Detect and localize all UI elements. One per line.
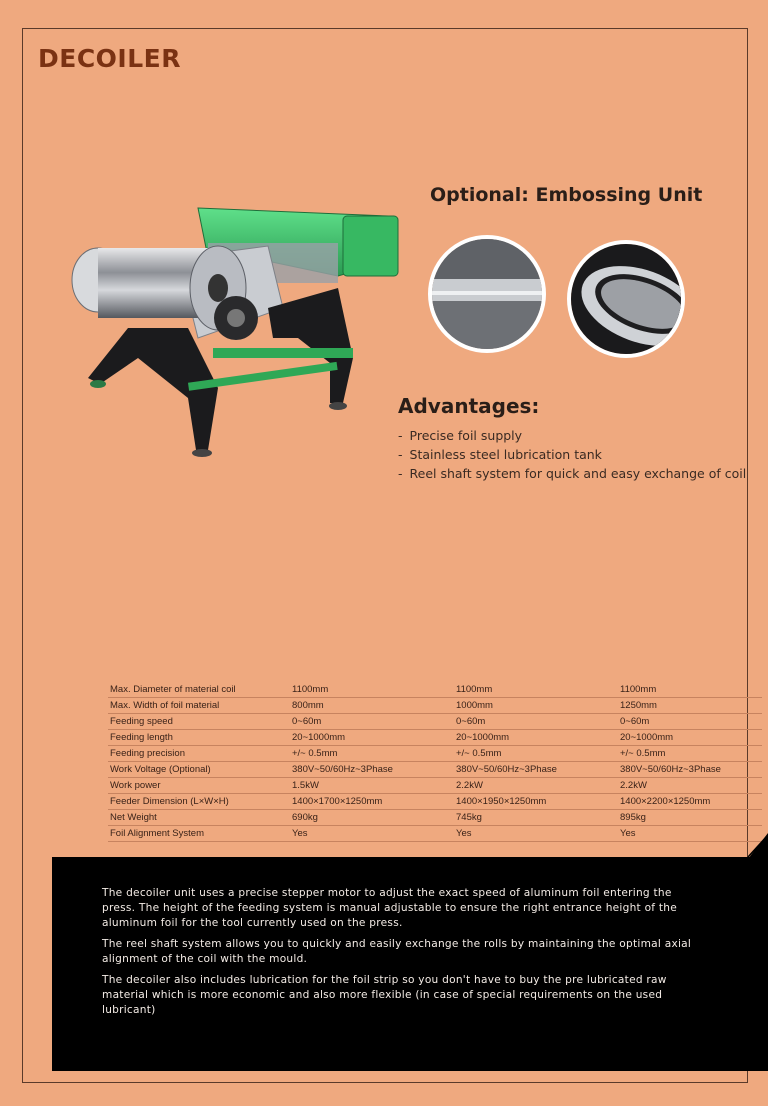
list-item: - Reel shaft system for quick and easy exchange of coil — [398, 466, 747, 481]
page-title: DECOILER — [38, 44, 181, 73]
description-paragraph: The decoiler also includes lubrication for the foil strip so you don't have to buy the pre lubricated raw material which is more economic and also more flexible (in case of special requirements on the used lubricant) — [102, 974, 667, 1016]
description-paragraph: The decoiler unit uses a precise stepper motor to adjust the exact speed of aluminum foil entering the press. The height of the feeding system is manual adjustable to ensure the right entrance height of the aluminum foil for the tool currently used on the press. — [102, 887, 678, 929]
description-text — [102, 886, 702, 1024]
embossed-tray-image — [567, 240, 685, 358]
table-row: Feeding speed 0~60m 0~60m 0~60m — [108, 714, 762, 730]
table-row: Max. Width of foil material 800mm 1000mm 1250mm — [108, 698, 762, 714]
table-row: Feeder Dimension (L×W×H) 1400×1700×1250mm 1400×1950×1250mm 1400×2200×1250mm — [108, 794, 762, 810]
table-row: Max. Diameter of material coil 1100mm 1100mm 1100mm — [108, 682, 762, 698]
advantages-title: Advantages: — [398, 394, 540, 418]
table-row: Net Weight 690kg 745kg 895kg — [108, 810, 762, 826]
corner-accent — [742, 833, 768, 859]
specs-table — [108, 682, 762, 842]
table-row: Feeding precision +/~ 0.5mm +/~ 0.5mm +/~ 0.5mm — [108, 746, 762, 762]
description-paragraph: The reel shaft system allows you to quickly and easily exchange the rolls by maintaining the optimal axial alignment of the coil with the mould. — [102, 938, 692, 965]
advantages-list — [398, 426, 746, 483]
table-row: Work Voltage (Optional) 380V~50/60Hz~3Phase 380V~50/60Hz~3Phase 380V~50/60Hz~3Phase — [108, 762, 762, 778]
table-row: Work power 1.5kW 2.2kW 2.2kW — [108, 778, 762, 794]
table-row: Feeding length 20~1000mm 20~1000mm 20~1000mm — [108, 730, 762, 746]
decoiler-machine-image — [68, 188, 408, 463]
embossing-texture-image — [428, 235, 546, 353]
table-row: Foil Alignment System Yes Yes Yes — [108, 826, 762, 842]
list-item: - Precise foil supply — [398, 428, 523, 443]
list-item: - Stainless steel lubrication tank — [398, 447, 602, 462]
embossing-title: Optional: Embossing Unit — [430, 184, 703, 206]
